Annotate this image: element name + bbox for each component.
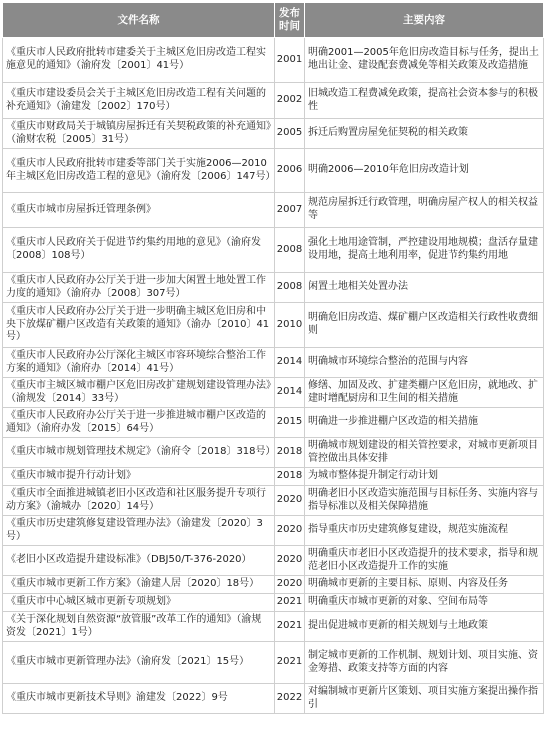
content-cell: 强化土地用途管制，严控建设用地规模；盘活存量建设用地，提高土地利用率，促进节约集约用地 <box>305 228 544 273</box>
table-row <box>3 684 544 714</box>
file-name-cell: 《重庆市人民政府批转市建委关于主城区危旧房改造工程实施意见的通知》（渝府发〔2001〕41号） <box>3 38 275 83</box>
year-cell: 2021 <box>275 642 305 684</box>
year-cell: 2020 <box>275 516 305 546</box>
table-row <box>3 516 544 546</box>
file-name-cell: 《重庆市人民政府办公厅关于进一步推进城市棚户区改造的通知》（渝府办发〔2015〕64号） <box>3 408 275 438</box>
year-cell: 2008 <box>275 228 305 273</box>
table-row <box>3 149 544 193</box>
year-cell: 2008 <box>275 273 305 303</box>
content-cell: 旧城改造工程费减免政策，提高社会资本参与的积极性 <box>305 83 544 119</box>
file-name-cell: 《关于深化规划自然资源“放管服”改革工作的通知》（渝规资发〔2021〕1号） <box>3 612 275 642</box>
table-row <box>3 642 544 684</box>
year-cell: 2010 <box>275 303 305 348</box>
file-name-cell: 《重庆市中心城区城市更新专项规划》 <box>3 594 275 612</box>
file-name-cell: 《重庆市财政局关于城镇房屋拆迁有关契税政策的补充通知》（渝财农税〔2005〕31号） <box>3 119 275 149</box>
content-cell: 明确2006—2010年危旧房改造计划 <box>305 149 544 193</box>
file-name-cell: 《重庆市城市房屋拆迁管理条例》 <box>3 193 275 228</box>
content-cell: 明确重庆市老旧小区改造提升的技术要求，指导和规范老旧小区改造提升工作的实施 <box>305 546 544 576</box>
file-name-cell: 《重庆市城市更新管理办法》（渝府发〔2021〕15号） <box>3 642 275 684</box>
file-name-cell: 《重庆市全面推进城镇老旧小区改造和社区服务提升专项行动方案》（渝城办〔2020〕14号） <box>3 486 275 516</box>
table-row <box>3 228 544 273</box>
table-row <box>3 438 544 468</box>
content-cell: 指导重庆市历史建筑修复建设，规范实施流程 <box>305 516 544 546</box>
file-name-cell: 《重庆市人民政府办公厅深化主城区市容环境综合整治工作方案的通知》（渝府办〔2014〕41号） <box>3 348 275 378</box>
table-row <box>3 38 544 83</box>
file-name-cell: 《重庆市城市更新技术导则》渝建发〔2022〕9号 <box>3 684 275 714</box>
content-cell: 明确2001—2005年危旧房改造目标与任务，提出土地出让金、建设配套费减免等相关政策及改造措施 <box>305 38 544 83</box>
header-file-name: 文件名称 <box>3 3 275 38</box>
table-row <box>3 546 544 576</box>
content-cell: 拆迁后购置房屋免征契税的相关政策 <box>305 119 544 149</box>
table-row <box>3 576 544 594</box>
table-row <box>3 408 544 438</box>
file-name-cell: 《重庆市城市规划管理技术规定》（渝府令〔2018〕318号） <box>3 438 275 468</box>
table-row <box>3 119 544 149</box>
year-cell: 2018 <box>275 438 305 468</box>
table-row <box>3 273 544 303</box>
file-name-cell: 《重庆市建设委员会关于主城区危旧房改造工程有关问题的补充通知》（渝建发〔2002〕170号） <box>3 83 275 119</box>
table-row <box>3 83 544 119</box>
file-name-cell: 《重庆市历史建筑修复建设管理办法》（渝建发〔2020〕3号） <box>3 516 275 546</box>
table-row <box>3 612 544 642</box>
content-cell: 明确老旧小区改造实施范围与目标任务、实施内容与指导标准以及相关保障措施 <box>305 486 544 516</box>
table-row <box>3 193 544 228</box>
year-cell: 2002 <box>275 83 305 119</box>
content-cell: 明确进一步推进棚户区改造的相关措施 <box>305 408 544 438</box>
file-name-cell: 《重庆市主城区城市棚户区危旧房改扩建规划建设管理办法》（渝规发〔2014〕33号） <box>3 378 275 408</box>
table-row <box>3 348 544 378</box>
table-row <box>3 378 544 408</box>
year-cell: 2020 <box>275 576 305 594</box>
year-cell: 2022 <box>275 684 305 714</box>
header-main-content: 主要内容 <box>305 3 544 38</box>
file-name-cell: 《重庆市人民政府关于促进节约集约用地的意见》（渝府发〔2008〕108号） <box>3 228 275 273</box>
file-name-cell: 《重庆市人民政府办公厅关于进一步加大闲置土地处置工作力度的通知》（渝府办〔2008〕307号） <box>3 273 275 303</box>
file-name-cell: 《重庆市城市提升行动计划》 <box>3 468 275 486</box>
file-name-cell: 《重庆市城市更新工作方案》（渝建人居〔2020〕18号） <box>3 576 275 594</box>
year-cell: 2020 <box>275 486 305 516</box>
year-cell: 2020 <box>275 546 305 576</box>
file-name-cell: 《老旧小区改造提升建设标准》（DBJ50/T-376-2020） <box>3 546 275 576</box>
content-cell: 对编制城市更新片区策划、项目实施方案提出操作指引 <box>305 684 544 714</box>
year-cell: 2007 <box>275 193 305 228</box>
year-cell: 2001 <box>275 38 305 83</box>
content-cell: 闲置土地相关处置办法 <box>305 273 544 303</box>
content-cell: 提出促进城市更新的相关规划与土地政策 <box>305 612 544 642</box>
content-cell: 修缮、加固及改、扩建类棚户区危旧房，就地改、扩建时增配厨房和卫生间的相关措施 <box>305 378 544 408</box>
content-cell: 为城市整体提升制定行动计划 <box>305 468 544 486</box>
year-cell: 2014 <box>275 378 305 408</box>
content-cell: 规范房屋拆迁行政管理，明确房屋产权人的相关权益等 <box>305 193 544 228</box>
year-cell: 2021 <box>275 612 305 642</box>
content-cell: 明确危旧房改造、煤矿棚户区改造相关行政性收费细则 <box>305 303 544 348</box>
table-row <box>3 486 544 516</box>
content-cell: 明确城市更新的主要目标、原则、内容及任务 <box>305 576 544 594</box>
year-cell: 2005 <box>275 119 305 149</box>
content-cell: 明确城市规划建设的相关管控要求，对城市更新项目管控做出具体安排 <box>305 438 544 468</box>
policy-table <box>2 2 544 714</box>
table-row <box>3 594 544 612</box>
table-row <box>3 303 544 348</box>
content-cell: 明确城市环境综合整治的范围与内容 <box>305 348 544 378</box>
content-cell: 明确重庆市城市更新的对象、空间布局等 <box>305 594 544 612</box>
year-cell: 2021 <box>275 594 305 612</box>
file-name-cell: 《重庆市人民政府批转市建委等部门关于实施2006—2010年主城区危旧房改造工程的意见》（渝府发〔2006〕147号） <box>3 149 275 193</box>
year-cell: 2018 <box>275 468 305 486</box>
year-cell: 2015 <box>275 408 305 438</box>
file-name-cell: 《重庆市人民政府办公厅关于进一步明确主城区危旧房和中央下放煤矿棚户区改造有关政策的通知》（渝办〔2010〕41号） <box>3 303 275 348</box>
table-header-row <box>3 3 544 38</box>
year-cell: 2006 <box>275 149 305 193</box>
content-cell: 制定城市更新的工作机制、规划计划、项目实施、资金筹措、政策支持等方面的内容 <box>305 642 544 684</box>
header-release-year: 发布时间 <box>275 3 305 38</box>
table-row <box>3 468 544 486</box>
year-cell: 2014 <box>275 348 305 378</box>
